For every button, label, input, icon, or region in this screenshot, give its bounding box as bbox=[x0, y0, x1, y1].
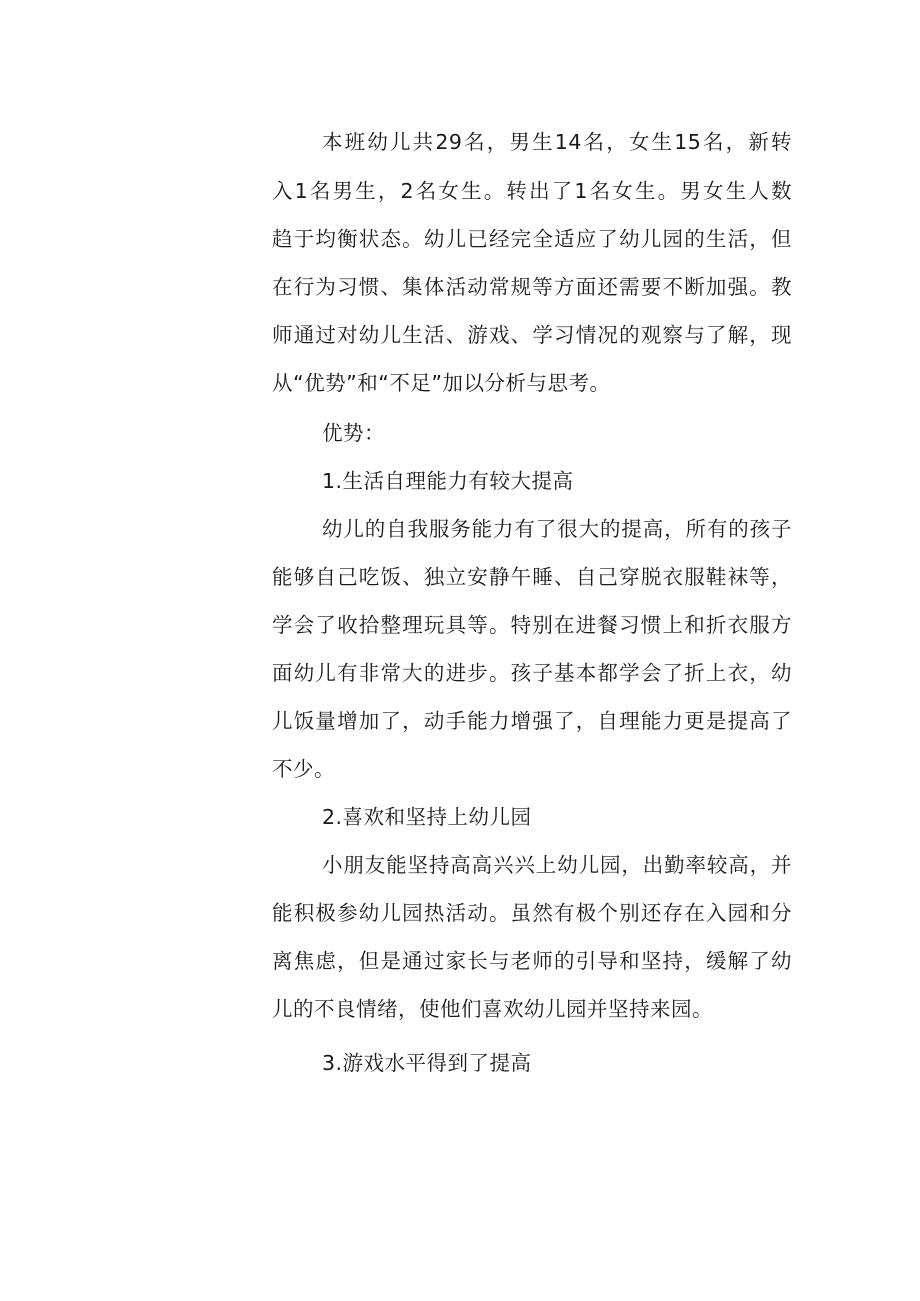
intro-line-2: 入1名男生，2名女生。转出了1名女生。男女生人数 bbox=[272, 179, 792, 203]
intro-line-5: 师通过对幼儿生活、游戏、学习情况的观察与了解，现 bbox=[272, 323, 792, 347]
section1-line-1: 幼儿的自我服务能力有了很大的提高，所有的孩子 bbox=[322, 517, 792, 541]
section1-line-2: 能够自己吃饭、独立安静午睡、自己穿脱衣服鞋袜等， bbox=[272, 565, 792, 589]
section3-heading: 3.游戏水平得到了提高 bbox=[322, 1051, 532, 1075]
section1-line-6: 不少。 bbox=[272, 757, 335, 781]
intro-line-1: 本班幼儿共29名，男生14名，女生15名，新转 bbox=[322, 130, 792, 154]
intro-line-6: 从“优势”和“不足”加以分析与思考。 bbox=[272, 371, 611, 395]
section1-line-3: 学会了收拾整理玩具等。特别在进餐习惯上和折衣服方 bbox=[272, 613, 792, 637]
section2-line-2: 能积极参幼儿园热活动。虽然有极个别还存在入园和分 bbox=[272, 901, 792, 925]
section2-heading: 2.喜欢和坚持上幼儿园 bbox=[322, 805, 532, 829]
section2-line-4: 儿的不良情绪，使他们喜欢幼儿园并坚持来园。 bbox=[272, 997, 713, 1021]
advantages-label: 优势： bbox=[322, 421, 385, 445]
section1-line-4: 面幼儿有非常大的进步。孩子基本都学会了折上衣，幼 bbox=[272, 661, 792, 685]
section2-line-1: 小朋友能坚持高高兴兴上幼儿园，出勤率较高，并 bbox=[322, 853, 792, 877]
intro-line-3: 趋于均衡状态。幼儿已经完全适应了幼儿园的生活，但 bbox=[272, 227, 792, 251]
section1-heading: 1.生活自理能力有较大提高 bbox=[322, 469, 574, 493]
section2-line-3: 离焦虑，但是通过家长与老师的引导和坚持，缓解了幼 bbox=[272, 949, 792, 973]
intro-line-4: 在行为习惯、集体活动常规等方面还需要不断加强。教 bbox=[272, 275, 792, 299]
section1-line-5: 儿饭量增加了，动手能力增强了，自理能力更是提高了 bbox=[272, 709, 792, 733]
